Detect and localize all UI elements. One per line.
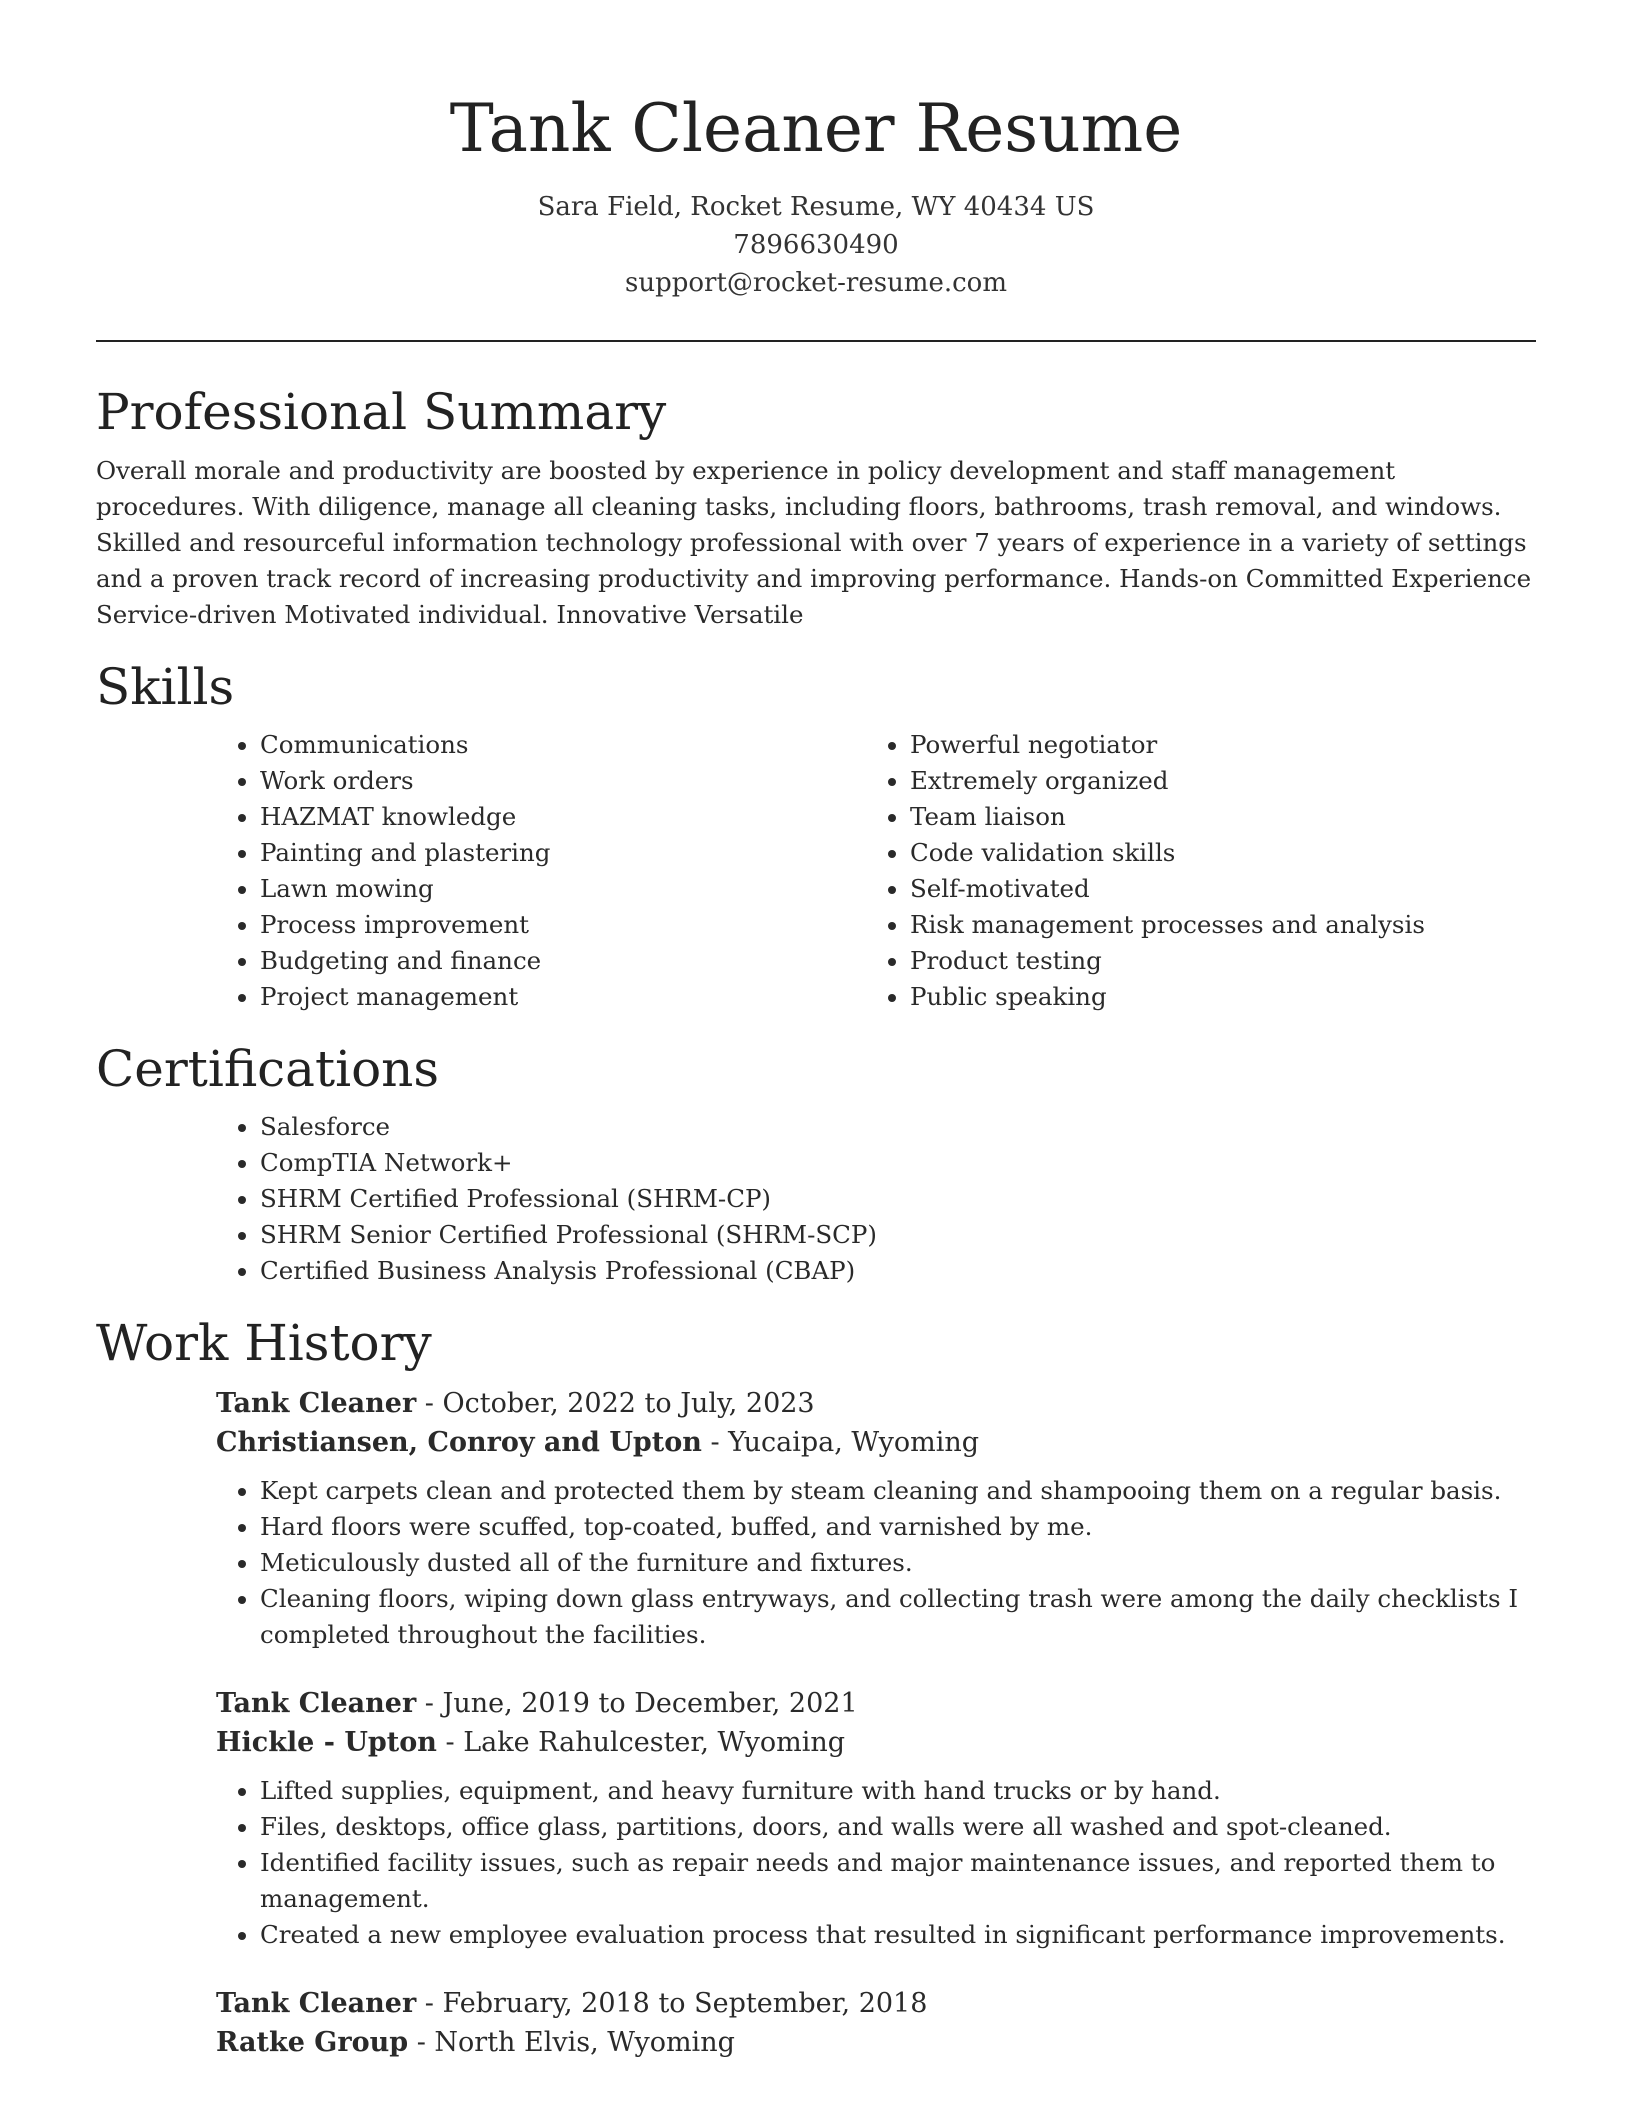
list-item: • Created a new employee evaluation process that resulted in significant performance improvements. bbox=[260, 1917, 1536, 1953]
list-item: • SHRM Certified Professional (SHRM-CP) bbox=[260, 1181, 1536, 1217]
skills-column-left bbox=[216, 727, 866, 1015]
list-item: • Budgeting and finance bbox=[260, 943, 866, 979]
list-item: • Risk management processes and analysis bbox=[910, 907, 1516, 943]
list-item: • Work orders bbox=[260, 763, 866, 799]
job-duties bbox=[216, 1473, 1536, 1653]
job-title-line: Tank Cleaner - October, 2022 to July, 2023 bbox=[216, 1388, 815, 1419]
list-item: • HAZMAT knowledge bbox=[260, 799, 866, 835]
job-entry bbox=[216, 1984, 1536, 2062]
job-company: Ratke Group bbox=[216, 2027, 409, 2058]
list-item: • Communications bbox=[260, 727, 866, 763]
skills-section bbox=[96, 655, 1536, 1015]
contact-phone: 7896630490 bbox=[733, 230, 899, 260]
list-item: • Meticulously dusted all of the furniture and fixtures. bbox=[260, 1545, 1536, 1581]
list-item: • Public speaking bbox=[910, 979, 1516, 1015]
job-company: Christiansen, Conroy and Upton bbox=[216, 1427, 702, 1458]
job-dates: June, 2019 to December, 2021 bbox=[442, 1688, 858, 1719]
list-item: • Code validation skills bbox=[910, 835, 1516, 871]
list-item: • Team liaison bbox=[910, 799, 1516, 835]
list-item: • Self-motivated bbox=[910, 871, 1516, 907]
job-entry bbox=[216, 1684, 1536, 1953]
work-history-section bbox=[96, 1311, 1536, 2062]
header-divider bbox=[96, 340, 1536, 342]
resume-header bbox=[96, 78, 1536, 302]
summary-text: Overall morale and productivity are boosted by experience in policy development and staff management procedures. With diligence, manage all cleaning tasks, including floors, bathrooms, trash removal, and windows. Skilled and resourceful information technology professional with over 7 years of experience in a variety of settings and a proven track record of increasing productivity and improving performance. Hands-on Committed Experience Service-driven Motivated individual. Innovative Versatile bbox=[96, 456, 1532, 629]
skills-columns bbox=[216, 727, 1536, 1015]
resume-title: Tank Cleaner Resume bbox=[449, 90, 1183, 167]
certifications-list bbox=[216, 1109, 1536, 1289]
certifications-section bbox=[96, 1037, 1536, 1289]
job-dates: October, 2022 to July, 2023 bbox=[442, 1388, 815, 1419]
job-location: Lake Rahulcester, Wyoming bbox=[463, 1727, 846, 1758]
contact-email: support@rocket-resume.com bbox=[624, 268, 1007, 298]
skills-heading: Skills bbox=[96, 658, 235, 716]
list-item: • SHRM Senior Certified Professional (SHRM-SCP) bbox=[260, 1217, 1536, 1253]
list-item: • Hard floors were scuffed, top-coated, buffed, and varnished by me. bbox=[260, 1509, 1536, 1545]
list-item: • Project management bbox=[260, 979, 866, 1015]
list-item: • Lawn mowing bbox=[260, 871, 866, 907]
job-duties bbox=[216, 1773, 1536, 1953]
job-title-line: Tank Cleaner - February, 2018 to September, 2018 bbox=[216, 1988, 928, 2019]
job-title: Tank Cleaner bbox=[216, 1988, 417, 2019]
job-location: North Elvis, Wyoming bbox=[434, 2027, 735, 2058]
job-title: Tank Cleaner bbox=[216, 1688, 417, 1719]
list-item: • Kept carpets clean and protected them by steam cleaning and shampooing them on a regular basis. bbox=[260, 1473, 1536, 1509]
list-item: • Files, desktops, office glass, partitions, doors, and walls were all washed and spot-cleaned. bbox=[260, 1809, 1536, 1845]
list-item: • Certified Business Analysis Professional (CBAP) bbox=[260, 1253, 1536, 1289]
job-entry bbox=[216, 1384, 1536, 1653]
list-item: • Lifted supplies, equipment, and heavy furniture with hand trucks or by hand. bbox=[260, 1773, 1536, 1809]
work-history-heading: Work History bbox=[96, 1314, 432, 1372]
summary-heading: Professional Summary bbox=[96, 383, 667, 441]
job-title-line: Tank Cleaner - June, 2019 to December, 2021 bbox=[216, 1688, 858, 1719]
job-title: Tank Cleaner bbox=[216, 1388, 417, 1419]
list-item: • Product testing bbox=[910, 943, 1516, 979]
list-item: • Powerful negotiator bbox=[910, 727, 1516, 763]
skills-column-right bbox=[866, 727, 1516, 1015]
job-company-line: Hickle - Upton - Lake Rahulcester, Wyoming bbox=[216, 1727, 846, 1758]
summary-section bbox=[96, 380, 1536, 633]
job-company: Hickle - Upton bbox=[216, 1727, 437, 1758]
list-item: • Salesforce bbox=[260, 1109, 1536, 1145]
list-item: • CompTIA Network+ bbox=[260, 1145, 1536, 1181]
list-item: • Identified facility issues, such as repair needs and major maintenance issues, and reported them to management. bbox=[260, 1845, 1536, 1917]
list-item: • Process improvement bbox=[260, 907, 866, 943]
job-location: Yucaipa, Wyoming bbox=[728, 1427, 980, 1458]
job-company-line: Christiansen, Conroy and Upton - Yucaipa, Wyoming bbox=[216, 1427, 980, 1458]
job-dates: February, 2018 to September, 2018 bbox=[442, 1988, 928, 2019]
list-item: • Cleaning floors, wiping down glass entryways, and collecting trash were among the daily checklists I completed throughout the facilities. bbox=[260, 1581, 1536, 1653]
job-company-line: Ratke Group - North Elvis, Wyoming bbox=[216, 2027, 735, 2058]
contact-address: Sara Field, Rocket Resume, WY 40434 US bbox=[537, 192, 1095, 222]
certifications-heading: Certifications bbox=[96, 1040, 440, 1098]
list-item: • Painting and plastering bbox=[260, 835, 866, 871]
list-item: • Extremely organized bbox=[910, 763, 1516, 799]
